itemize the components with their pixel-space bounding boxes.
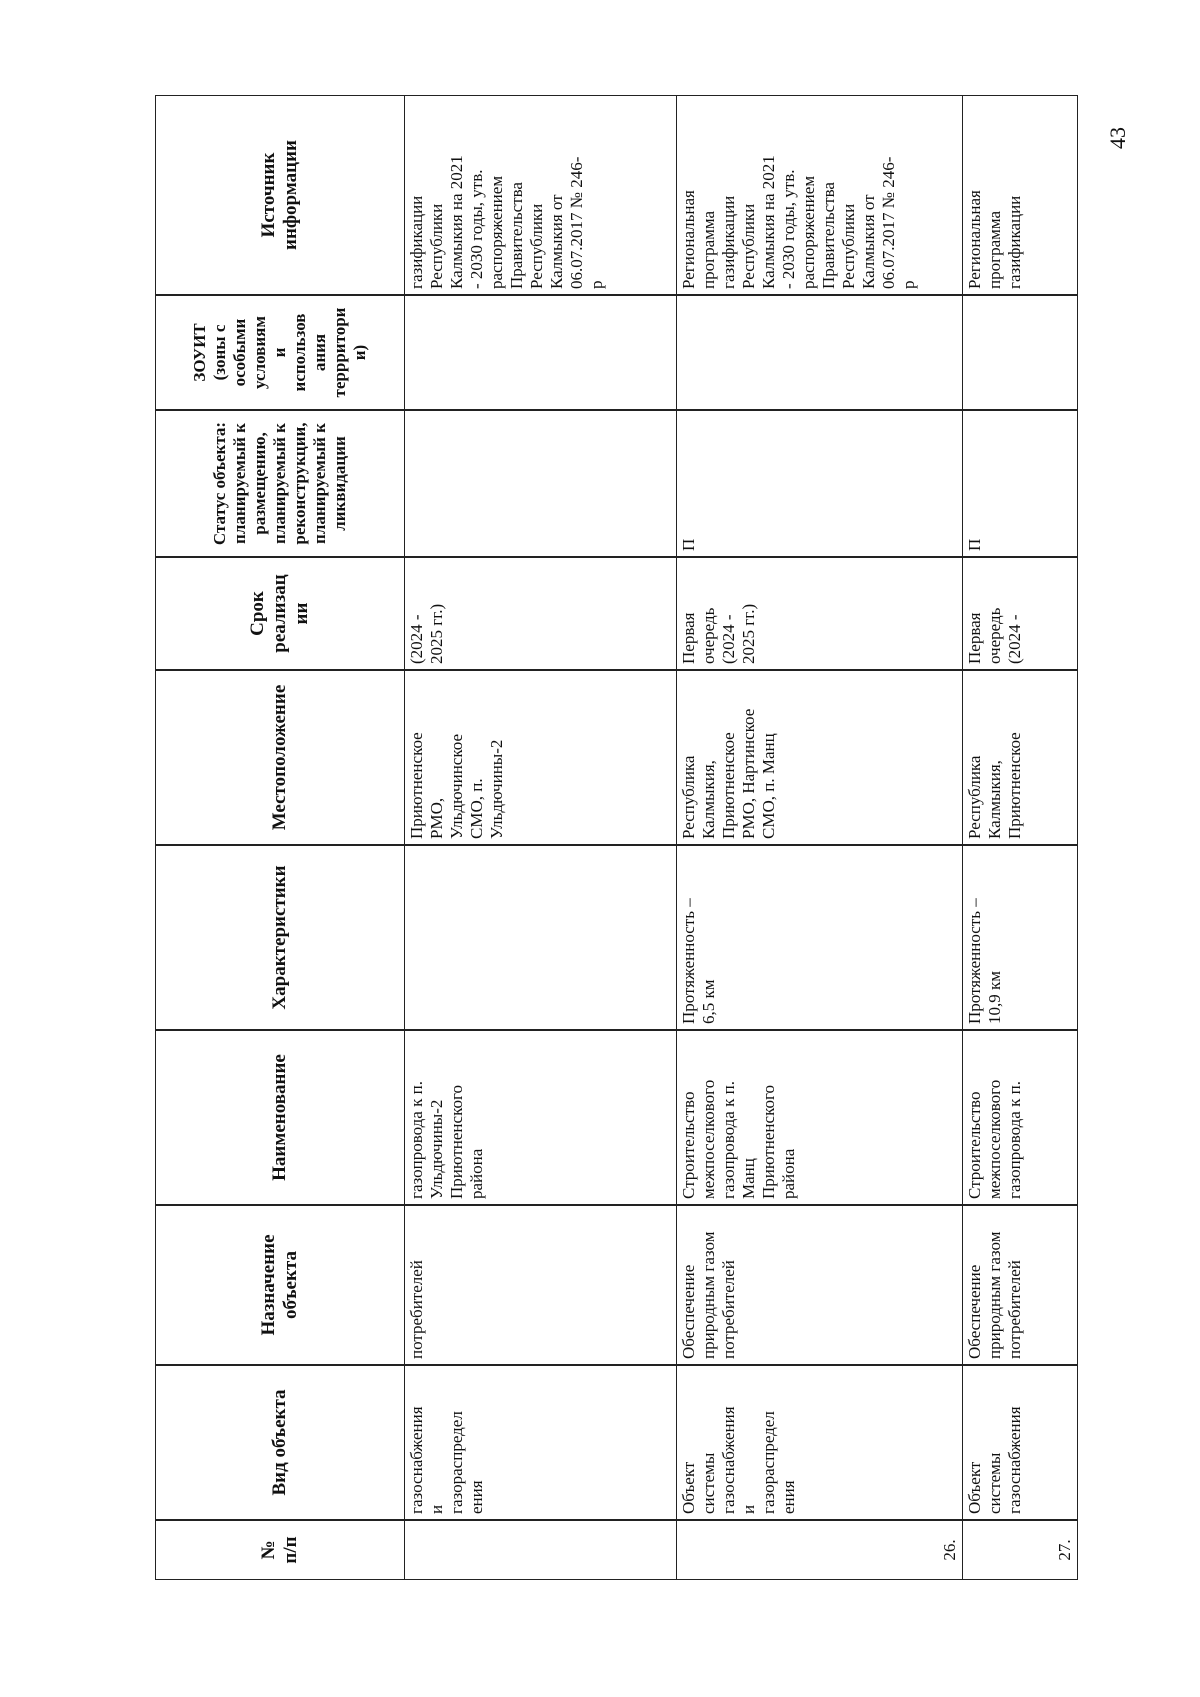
column-purpose [155, 1205, 1078, 1365]
row-3-source: Региональная программа газификации [963, 96, 1078, 294]
row-2-zouit [677, 296, 963, 409]
row-2-status: П [677, 411, 963, 556]
row-1-kind: газоснабжения и газораспредел ения [405, 1366, 677, 1519]
row-3-purpose: Обеспечение природным газом потребителей [963, 1206, 1078, 1364]
row-3-num: 27. [963, 1521, 1078, 1579]
header-kind: Вид объекта [155, 1366, 405, 1519]
objects-table [155, 95, 1078, 1580]
column-name [155, 1030, 1078, 1205]
row-1-term: (2024 - 2025 гг.) [405, 558, 677, 669]
row-3-kind: Объект системы газоснабжения [963, 1366, 1078, 1519]
row-2-characteristics: Протяженность – 6,5 км [677, 846, 963, 1029]
column-kind [155, 1365, 1078, 1520]
row-3-name: Строительство межпоселкового газопровода к п. [963, 1031, 1078, 1204]
column-status [155, 410, 1078, 557]
column-location [155, 670, 1078, 845]
header-zouit: ЗОУИТ (зоны с особыми условиям и использов ания террритори и) [155, 296, 405, 409]
row-2-num: 26. [677, 1521, 963, 1579]
page-number: 43 [1105, 127, 1130, 149]
header-characteristics: Характеристики [155, 846, 405, 1029]
header-term: Срок реализац ии [155, 558, 405, 669]
row-1-purpose: потребителей [405, 1206, 677, 1364]
row-1-status [405, 411, 677, 556]
row-1-location: Приютненское РМО, Ульдючинское СМО, п. Ульдючины-2 [405, 671, 677, 844]
column-term [155, 557, 1078, 670]
row-1-num [405, 1521, 677, 1579]
row-3-location: Республика Калмыкия, Приютненское [963, 671, 1078, 844]
header-status: Статус объекта: планируемый к размещению, планируемый к реконструкции, планируемый к ликвидации [155, 411, 405, 556]
row-3-characteristics: Протяженность – 10,9 км [963, 846, 1078, 1029]
row-2-term: Первая очередь (2024 - 2025 гг.) [677, 558, 963, 669]
row-2-location: Республика Калмыкия, Приютненское РМО, Нартинское СМО, п. Манц [677, 671, 963, 844]
header-purpose: Назначение объекта [155, 1206, 405, 1364]
row-2-kind: Объект системы газоснабжения и газораспредел ения [677, 1366, 963, 1519]
row-1-zouit [405, 296, 677, 409]
row-2-purpose: Обеспечение природным газом потребителей [677, 1206, 963, 1364]
row-3-zouit [963, 296, 1078, 409]
row-1-name: газопровода к п. Ульдючины-2 Приютненского района [405, 1031, 677, 1204]
row-2-source: Региональная программа газификации Республики Калмыкия на 2021 - 2030 годы, утв. распоряжением Правительства Республики Калмыкия от 06.07.2017 № 246- р [677, 96, 963, 294]
header-source: Источник информации [155, 96, 405, 294]
column-characteristics [155, 845, 1078, 1030]
column-source [155, 95, 1078, 295]
row-1-source: газификации Республики Калмыкия на 2021 - 2030 годы, утв. распоряжением Правительства Республики Калмыкия от 06.07.2017 № 246- р [405, 96, 677, 294]
row-3-status: П [963, 411, 1078, 556]
column-num [155, 1520, 1078, 1580]
header-location: Местоположение [155, 671, 405, 844]
row-3-term: Первая очередь (2024 - [963, 558, 1078, 669]
row-2-name: Строительство межпоселкового газопровода к п. Манц Приютненского района [677, 1031, 963, 1204]
column-zouit [155, 295, 1078, 410]
header-num: № п/п [155, 1521, 405, 1579]
row-1-characteristics [405, 846, 677, 1029]
header-name: Наименование [155, 1031, 405, 1204]
